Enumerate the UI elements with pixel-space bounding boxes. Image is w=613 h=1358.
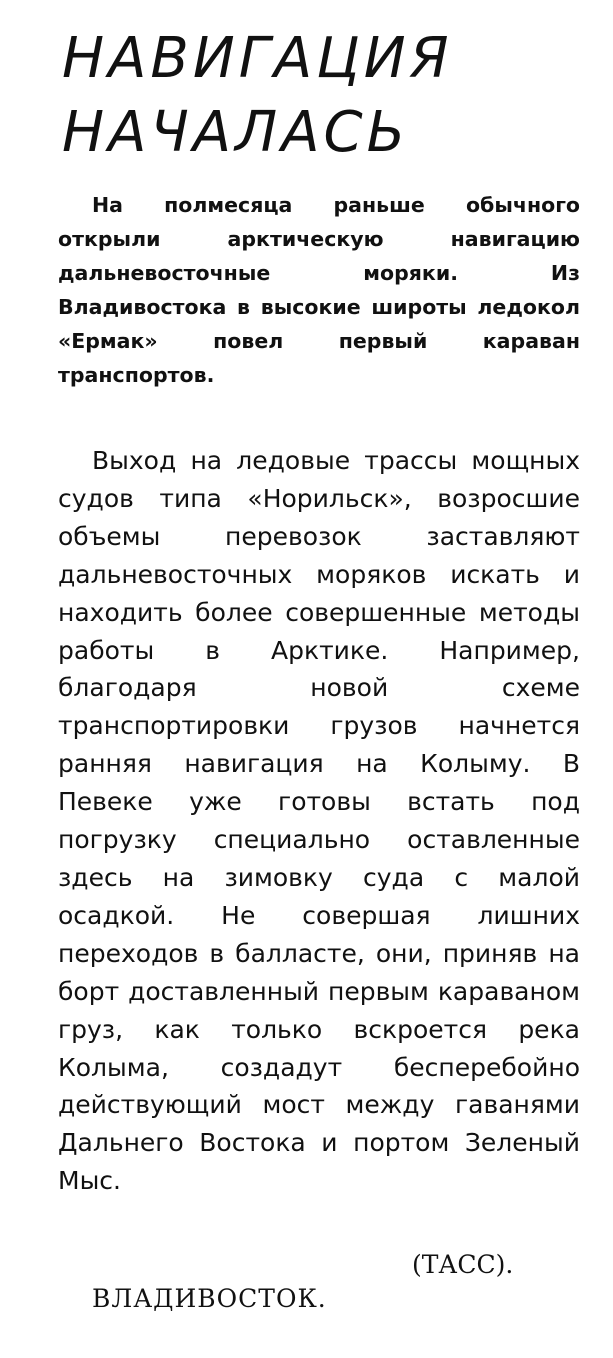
headline-line-1: НАВИГАЦИЯ <box>62 26 453 91</box>
headline-line-2: НАЧАЛАСЬ <box>62 100 410 165</box>
source-credit: (ТАСС). <box>412 1250 514 1279</box>
headline <box>62 22 582 170</box>
dateline: ВЛАДИВОСТОК. <box>92 1284 327 1313</box>
body-paragraph: Выход на ледовые трассы мощных судов типа «Норильск», возросшие объемы перевозок заставляют дальневосточных моряков искать и находить более совершенные методы работы в Арктике. Например, благодаря новой схеме транспортировки грузов начнется ранняя навигация на Колыму. В Певеке уже готовы встать под погрузку специально оставленные здесь на зимовку суда с малой осадкой. Не совершая лишних переходов в балласте, они, приняв на борт доставленный первым караваном груз, как только вскроется река Колыма, создадут бесперебойно действующий мост между гаванями Дальнего Востока и портом Зеленый Мыс. <box>58 446 580 1196</box>
lead-paragraph: На полмесяца раньше обычного открыли арктическую навигацию дальневосточные моряки. Из Владивостока в высокие широты ледокол «Ермак» повел первый караван транспортов. <box>58 193 580 387</box>
